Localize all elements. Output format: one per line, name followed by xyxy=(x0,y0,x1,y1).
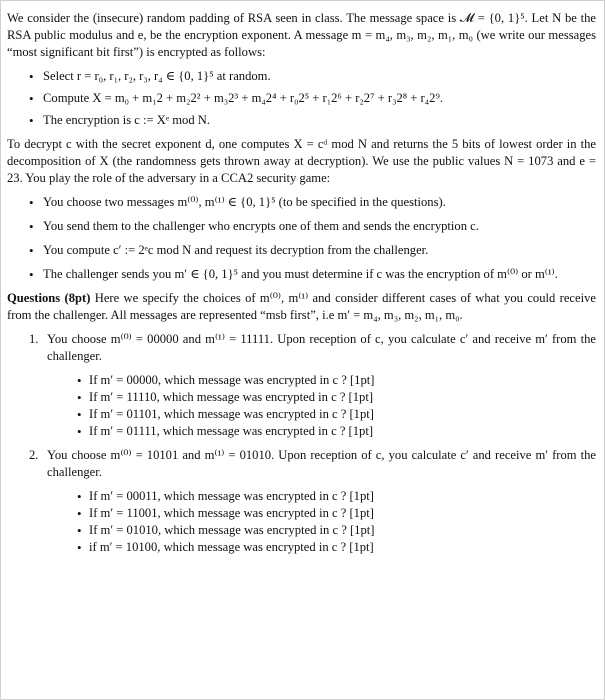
question-2-number: 2. xyxy=(29,448,39,462)
game-step-compute: • You compute c′ := 2ᵉc mod N and request its decryption from the challenger. xyxy=(7,242,596,259)
questions-heading: Questions (8pt) xyxy=(7,291,91,305)
step-encryption: • The encryption is c := Xᵉ mod N. xyxy=(7,112,596,129)
decryption-paragraph: To decrypt c with the secret exponent d, one computes X = cᵈ mod N and returns the 5 bits of lowest order in the decomposition of X (the randomness gets thrown away at decryption). We use the public values N = 1073 and e = 23. You play the role of the adversary in a CCA2 security game: xyxy=(7,137,596,185)
game-step-challenger: • The challenger sends you m′ ∈ {0, 1}⁵ and you must determine if c was the encryption of m⁽⁰⁾ or m⁽¹⁾. xyxy=(7,266,596,283)
cca2-game-list xyxy=(7,194,596,283)
question-2-item: • If m′ = 00011, which message was encrypted in c ? [1pt] xyxy=(7,488,596,505)
question-2-text: You choose m⁽⁰⁾ = 10101 and m⁽¹⁾ = 01010. Upon reception of c, you calculate c′ and receive m′ from the challenger. xyxy=(47,448,596,479)
question-2-items xyxy=(7,488,596,556)
question-1-item: • If m′ = 01101, which message was encrypted in c ? [1pt] xyxy=(7,406,596,423)
questions-intro xyxy=(7,290,596,324)
questions-intro-text: Here we specify the choices of m⁽⁰⁾, m⁽¹⁾ and consider different cases of what you could receive from the challenger. All messages are represented “msb first”, i.e m′ = m₄, m₃, m₂, m₁, m₀. xyxy=(7,291,596,322)
question-1-text: You choose m⁽⁰⁾ = 00000 and m⁽¹⁾ = 11111. Upon reception of c, you calculate c′ and receive m′ from the challenger. xyxy=(47,332,596,363)
question-1-item: • If m′ = 00000, which message was encrypted in c ? [1pt] xyxy=(7,372,596,389)
question-1 xyxy=(7,331,596,365)
step-compute-x: • Compute X = m₀ + m₁2 + m₂2² + m₃2³ + m₄2⁴ + r₀2⁵ + r₁2⁶ + r₂2⁷ + r₃2⁸ + r₄2⁹. xyxy=(7,90,596,107)
encryption-steps-list xyxy=(7,68,596,129)
question-1-item: • If m′ = 01111, which message was encrypted in c ? [1pt] xyxy=(7,423,596,440)
intro-paragraph: We consider the (insecure) random padding of RSA seen in class. The message space is 𝓜 = {0, 1}⁵. Let N be the RSA public modulus and e, be the encryption exponent. A message m = m₄, m₃, m₂, m₁, m₀ (we write our messages “most significant bit first”) is encrypted as follows: xyxy=(7,11,596,59)
document-body xyxy=(7,10,596,556)
question-2-item: • If m′ = 11001, which message was encrypted in c ? [1pt] xyxy=(7,505,596,522)
step-select-r: • Select r = r₀, r₁, r₂, r₃, r₄ ∈ {0, 1}⁵ at random. xyxy=(7,68,596,85)
question-1-items xyxy=(7,372,596,440)
question-1-item: • If m′ = 11110, which message was encrypted in c ? [1pt] xyxy=(7,389,596,406)
question-2 xyxy=(7,447,596,481)
question-2-item: • If m′ = 01010, which message was encrypted in c ? [1pt] xyxy=(7,522,596,539)
game-step-choose: • You choose two messages m⁽⁰⁾, m⁽¹⁾ ∈ {0, 1}⁵ (to be specified in the questions). xyxy=(7,194,596,211)
game-step-send: • You send them to the challenger who encrypts one of them and sends the encryption c. xyxy=(7,218,596,235)
question-2-item: • if m′ = 10100, which message was encrypted in c ? [1pt] xyxy=(7,539,596,556)
question-1-number: 1. xyxy=(29,332,39,346)
